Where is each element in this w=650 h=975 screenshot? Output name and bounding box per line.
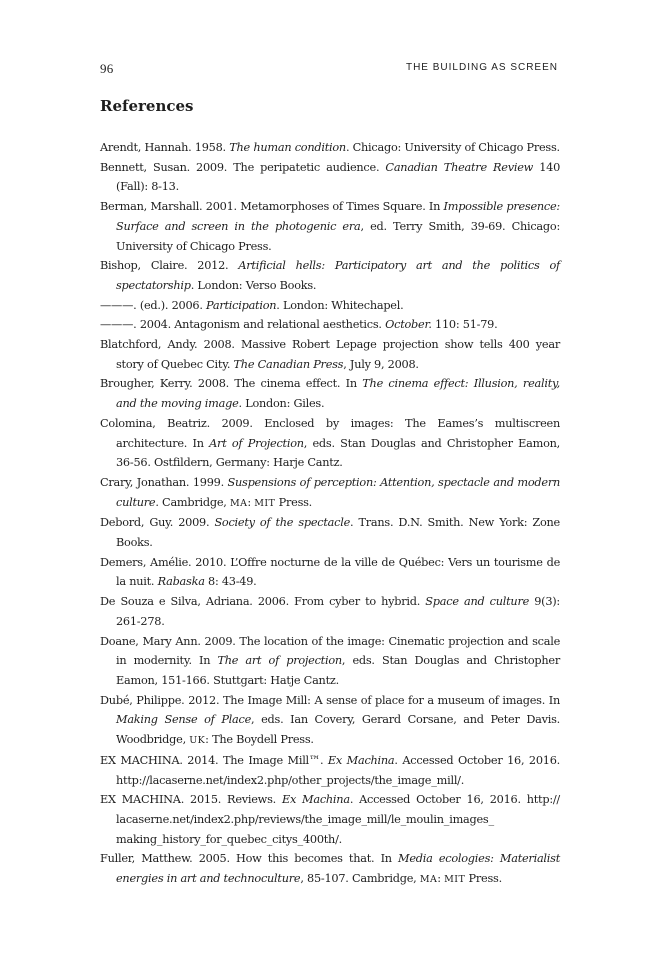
- reference-text: :: [437, 872, 445, 886]
- reference-title: Canadian Theatre Review: [385, 160, 534, 174]
- reference-entry: [100, 691, 560, 751]
- reference-text: , July 9, 2008.: [343, 357, 419, 371]
- reference-text: , eds. Stan Douglas and Christopher Eamon, 151-166. Stuttgart: Hatje Cantz.: [116, 654, 561, 687]
- reference-text: . Trans. D.N. Smith. New York: Zone Books.: [116, 516, 560, 550]
- reference-list: [100, 138, 560, 890]
- reference-title: The Canadian Press: [233, 357, 344, 371]
- reference-text: Press.: [275, 495, 313, 509]
- reference-text: UK: [189, 735, 206, 747]
- reference-text: . Accessed October 16, 2016. http:// lacaserne.net/index2.php/reviews/the_image_mill/le_moulin_images_ making_history_for_quebec_citys_400th/.: [116, 793, 560, 846]
- reference-entry: [100, 790, 560, 849]
- reference-text: 9(3): 261-278.: [116, 595, 560, 628]
- reference-text: EX MACHINA. 2015. Reviews.: [100, 793, 282, 807]
- reference-text: 110: 51-79.: [431, 318, 498, 332]
- reference-entry: [100, 197, 560, 256]
- reference-title: The art of projection: [217, 654, 342, 668]
- reference-entry: [100, 751, 560, 790]
- reference-text: Press.: [465, 872, 502, 886]
- reference-title: Rabaska: [157, 575, 205, 589]
- reference-text: 140 (Fall): 8-13.: [116, 160, 561, 194]
- running-head: THE BUILDING AS SCREEN: [405, 62, 558, 73]
- reference-title: Ex Machina: [327, 753, 395, 767]
- reference-title: The human condition: [229, 141, 346, 154]
- reference-entry: [100, 315, 560, 335]
- reference-text: . London: Verso Books.: [190, 278, 317, 292]
- reference-entry: [100, 632, 560, 691]
- reference-entry: [100, 335, 560, 374]
- reference-text: . Cambridge,: [155, 495, 230, 509]
- reference-entry: [100, 849, 560, 889]
- reference-text: MIT: [444, 874, 466, 886]
- reference-entry: [100, 138, 560, 158]
- reference-text: ———. 2004. Antagonism and relational aesthetics.: [100, 318, 386, 332]
- reference-title: Ex Machina: [281, 793, 350, 807]
- reference-entry: [100, 553, 560, 592]
- reference-text: Bishop, Claire. 2012.: [100, 259, 239, 273]
- reference-text: Berman, Marshall. 2001. Metamorphoses of Times Square. In: [100, 200, 444, 214]
- reference-title: Making Sense of Place: [116, 713, 252, 727]
- reference-text: : The Boydell Press.: [205, 733, 314, 747]
- reference-text: :: [247, 495, 255, 509]
- reference-entry: [100, 256, 560, 295]
- reference-text: , ed. Terry Smith, 39-69. Chicago: University of Chicago Press.: [116, 219, 560, 253]
- reference-text: . London: Giles.: [238, 397, 325, 411]
- reference-entry: [100, 374, 560, 413]
- reference-entry: [100, 296, 560, 316]
- reference-title: Artificial hells: Participatory art and the politics of spectatorship: [116, 259, 560, 292]
- reference-text: ———. (ed.). 2006.: [100, 298, 207, 312]
- section-title: References: [100, 97, 194, 115]
- reference-text: , 85-107. Cambridge,: [300, 872, 420, 886]
- reference-text: Dubé, Philippe. 2012. The Image Mill: A sense of place for a museum of images. In: [100, 693, 560, 707]
- reference-text: Brougher, Kerry. 2008. The cinema effect. In: [100, 377, 363, 391]
- reference-text: . Chicago: University of Chicago Press.: [345, 141, 560, 154]
- page-number: 96: [100, 61, 114, 76]
- reference-text: Demers, Amélie. 2010. L’Offre nocturne de la ville de Québec: Vers un tourisme de la nuit.: [100, 555, 560, 589]
- reference-entry: [100, 592, 560, 631]
- reference-entry: [100, 414, 560, 473]
- reference-text: Fuller, Matthew. 2005. How this becomes that. In: [100, 852, 399, 866]
- reference-title: October.: [385, 318, 432, 332]
- reference-text: Arendt, Hannah. 1958.: [100, 141, 230, 154]
- reference-text: Doane, Mary Ann. 2009. The location of the image: Cinematic projection and scale in modernity. In: [100, 634, 560, 668]
- reference-title: Suspensions of perception: Attention, spectacle and modern culture: [116, 475, 560, 509]
- reference-text: , eds. Ian Covery, Gerard Corsane, and Peter Davis. Woodbridge,: [116, 713, 560, 747]
- reference-text: Colomina, Beatriz. 2009. Enclosed by images: The Eames’s multiscreen architecture. In: [100, 416, 560, 450]
- reference-title: Participation: [206, 298, 277, 312]
- reference-text: . Accessed October 16, 2016. http://lacaserne.net/index2.php/other_projects/the_image_mill/.: [116, 753, 560, 787]
- reference-text: MA: [229, 497, 248, 509]
- reference-title: Society of the spectacle: [214, 516, 351, 530]
- reference-text: Crary, Jonathan. 1999.: [100, 475, 228, 489]
- reference-text: Debord, Guy. 2009.: [100, 516, 215, 530]
- reference-title: Space and culture: [425, 595, 530, 609]
- reference-title: Impossible presence: Surface and screen in the photogenic era: [116, 200, 560, 233]
- reference-entry: [100, 513, 560, 552]
- reference-text: De Souza e Silva, Adriana. 2006. From cyber to hybrid.: [100, 595, 426, 609]
- reference-entry: [100, 158, 560, 197]
- reference-text: MA: [419, 874, 438, 886]
- reference-text: 8: 43-49.: [204, 575, 257, 589]
- reference-text: Bennett, Susan. 2009. The peripatetic audience.: [100, 160, 386, 174]
- reference-text: , eds. Stan Douglas and Christopher Eamon, 36-56. Ostfildern, Germany: Harje Cantz.: [116, 436, 560, 470]
- reference-entry: [100, 473, 560, 513]
- reference-text: MIT: [254, 497, 276, 509]
- reference-text: EX MACHINA. 2014. The Image Mill™.: [100, 753, 328, 767]
- reference-title: Art of Projection: [209, 436, 304, 450]
- reference-text: . London: Whitechapel.: [276, 298, 404, 312]
- reference-title: Media ecologies: Materialist energies in art and technoculture: [116, 852, 560, 886]
- reference-title: The cinema effect: Illusion, reality, and the moving image: [116, 377, 560, 411]
- reference-text: Blatchford, Andy. 2008. Massive Robert Lepage projection show tells 400 year story of Quebec City.: [100, 338, 560, 371]
